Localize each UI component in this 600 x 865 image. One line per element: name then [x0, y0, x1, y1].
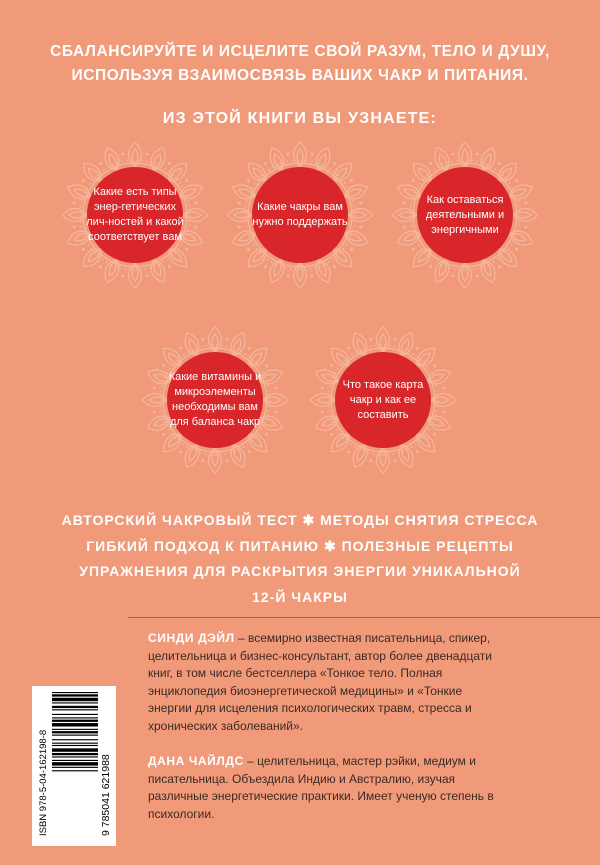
subheading: ИЗ ЭТОЙ КНИГИ ВЫ УЗНАЕТЕ: [162, 110, 438, 127]
topic-text: Что такое карта чакр и как ее составить [342, 378, 424, 421]
headline-line-1: СБАЛАНСИРУЙТЕ И ИСЦЕЛИТЕ СВОЙ РАЗУМ, ТЕЛО И ДУШУ, [50, 43, 550, 60]
feature-line-4: 12-Й ЧАКРЫ [252, 588, 348, 605]
feature-line-3: УПРАЖНЕНИЯ ДЛЯ РАСКРЫТИЯ ЭНЕРГИИ УНИКАЛЬНОЙ [79, 563, 521, 579]
author-bio-1 [148, 630, 504, 735]
topic-text: Как оставаться деятельными и энергичными [425, 193, 505, 236]
isbn-text: ISBN 978-5-04-162198-8 [38, 729, 49, 836]
author-bio-text: – всемирно известная писательница, спикер, целительница и бизнес-консультант, автор более двенадцати книг, в том числе бестселлера «Тонкое тело. Полная энциклопедия биоэнергетической медицины» и «Тонкие энергии для исцеления психологических травм, стресса и хронических заболеваний». [148, 631, 492, 733]
author-bio-2 [148, 753, 504, 823]
barcode-number: 9 785041 621988 [100, 754, 112, 836]
topic-mandala-3 [390, 140, 540, 290]
barcode [32, 686, 116, 846]
author-name: ДАНА ЧАЙЛДС [148, 754, 244, 768]
author-bio-text: – целительница, мастер рэйки, медиум и писательница. Объездила Индию и Австралию, изучая различные энергетические практики. Имеет ученую степень в психологии. [148, 754, 494, 821]
feature-line-1: АВТОРСКИЙ ЧАКРОВЫЙ ТЕСТ ✱ МЕТОДЫ СНЯТИЯ СТРЕССА [61, 512, 539, 528]
feature-list [0, 508, 600, 610]
headline [0, 40, 600, 88]
author-name: СИНДИ ДЭЙЛ [148, 631, 235, 645]
headline-line-2: ИСПОЛЬЗУЯ ВЗАИМОСВЯЗЬ ВАШИХ ЧАКР И ПИТАНИЯ. [71, 67, 529, 84]
barcode-bars [52, 692, 98, 771]
feature-line-2: ГИБКИЙ ПОДХОД К ПИТАНИЮ ✱ ПОЛЕЗНЫЕ РЕЦЕПТЫ [86, 537, 514, 554]
topic-mandala-5 [308, 325, 458, 475]
topic-mandala-1 [60, 140, 210, 290]
topic-mandala-4 [140, 325, 290, 475]
divider [128, 617, 600, 618]
topic-text: Какие чакры вам нужно поддержать [252, 201, 348, 228]
barcode-graphic [32, 686, 116, 846]
topic-mandala-2 [225, 140, 375, 290]
topic-text: Какие есть типы энер-гетических лич-ностей и какой соответствует вам [86, 186, 184, 243]
topic-text: Какие витамины и микроэлементы необходимы вам для баланса чакр [168, 371, 262, 428]
